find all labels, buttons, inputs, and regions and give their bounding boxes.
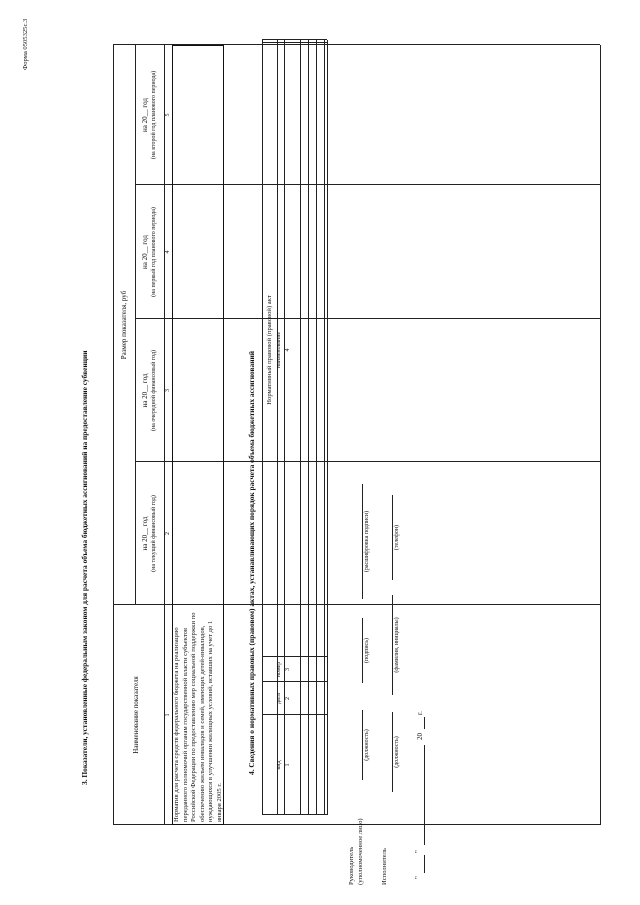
year-col-2-line1: на 20__ год: [141, 516, 149, 551]
t4-line: [262, 39, 327, 40]
t4-line: [327, 40, 328, 815]
act-num-4: 4: [285, 348, 291, 352]
act-col-name: наименование: [276, 331, 282, 369]
t4-line: [324, 40, 325, 815]
sign-line: [362, 710, 363, 780]
year-col-5-line2: (на второй год планового периода): [151, 70, 157, 160]
executor-label: Исполнитель: [381, 848, 388, 885]
year-col-4-line1: на 20__ год: [141, 235, 149, 269]
fio-caption: (фамилия, инициалы): [394, 617, 400, 673]
date-quote-close: ": [414, 850, 422, 853]
sign-line: [392, 495, 393, 580]
t4-line: [300, 40, 301, 815]
date-suffix: г.: [416, 711, 424, 715]
act-col-date: дата: [276, 693, 282, 704]
t4-line: [262, 681, 327, 682]
head-label-sub: (уполномоченное лицо): [357, 818, 364, 885]
sign-line: [362, 484, 363, 599]
act-col-number: номер: [276, 661, 282, 678]
t4-line: [262, 40, 263, 815]
col-num-4: 4: [165, 250, 171, 254]
section3-title: 3. Показатели, установленные федеральным законом для расчета объема бюджетных ассигнований на предоставление субвенции: [80, 350, 89, 785]
col-num-3: 3: [165, 389, 171, 392]
t4-line: [316, 40, 317, 815]
year-col-2-line2: (на текущий финансовый год): [151, 495, 157, 572]
t4-line: [262, 814, 327, 815]
section4-title: 4. Сведения о нормативных правовых (правовом) актах, устанавливающих порядок расчета объема бюджетных ассигнований: [247, 351, 256, 775]
date-line: [424, 717, 425, 729]
act-num-2: 2: [285, 697, 291, 700]
year-col-4-line2: (на первый год планового периода): [151, 207, 157, 297]
act-header: Нормативный правовой (правовой) акт: [266, 295, 273, 405]
date-year: 20: [416, 733, 424, 740]
date-line: [424, 855, 425, 873]
col-num-2: 2: [165, 532, 171, 535]
act-col-kind: вид: [276, 760, 282, 770]
t3-line: [135, 45, 136, 605]
date-quote-open: ": [414, 876, 422, 879]
col-num-5: 5: [165, 113, 171, 117]
size-header: Размер показателя, руб: [120, 290, 128, 360]
form-code: Форма 0505325с.3: [22, 18, 29, 70]
signature-caption: (подпись): [364, 638, 370, 663]
sign-line: [392, 712, 393, 792]
year-col-5-line1: на 20__ год: [141, 98, 149, 132]
phone-caption: (телефон): [394, 524, 400, 551]
year-col-3-line1: на 20__ год: [141, 373, 149, 408]
decoding-caption: (расшифровка подписи): [364, 510, 370, 573]
col-num-1: 1: [165, 713, 171, 717]
t4-line: [262, 714, 327, 715]
row-indicator-text: Норматив для расчета средств федерального бюджета на реализацию переданного полномочий органам государственной власти субъектов Российской Федерации по предоставлению мер социальной поддержки по обеспечению жильем инвалидов и семей, имеющих детей-инвалидов, нуждающихся в улучшении жилищных условий, вставших на учет до 1 января 2005 г.: [173, 612, 223, 822]
act-num-1: 1: [285, 763, 291, 767]
t3-line: [600, 45, 601, 825]
head-label: Руководитель: [348, 846, 355, 885]
executor-position-caption: (должность): [394, 736, 400, 768]
date-line: [424, 745, 425, 845]
act-num-3: 3: [285, 668, 291, 671]
sign-line: [392, 595, 393, 695]
year-col-3-line2: (на очередной финансовый год): [151, 349, 157, 432]
position-caption: (должность): [364, 729, 370, 761]
sign-line: [362, 618, 363, 683]
t4-line: [308, 40, 309, 815]
col-name-header: Наименование показателя: [132, 676, 140, 754]
t3-line: [113, 45, 114, 825]
